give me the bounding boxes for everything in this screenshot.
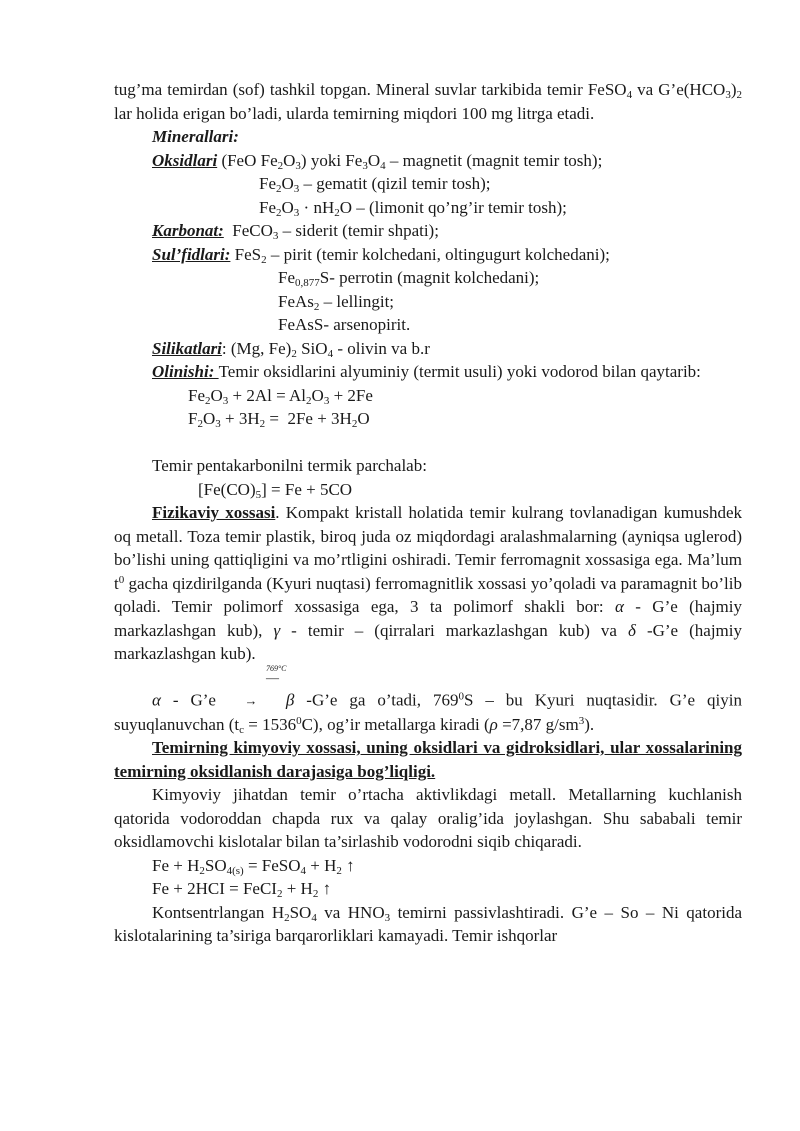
physical-properties-label: Fizikaviy xossasi bbox=[152, 503, 276, 522]
production-paragraph: Olinishi: Temir oksidlarini alyuminiy (termit usuli) yoki vodorod bilan qaytarib: bbox=[152, 362, 701, 381]
alpha-symbol: α bbox=[152, 690, 161, 709]
beta-symbol: β bbox=[285, 690, 295, 709]
chemical-equation-2: Fe + 2HCI = FeCI$_2$ + $H_2$ ↑ bbox=[152, 879, 332, 900]
physical-properties-paragraph: Fizikaviy xossasi. Kompakt kristall holatida temir kulrang tovlanadigan kumushdek oq metall. Toza temir plastik, biroq juda oz miqdordagi aralashmalarning (ayniqsa uglerod) bo’lishi uning qattiqligini va mo’rtligini oshiradi. Temir ferromagnit xossasiga ega. Ma’lum $t^0$ gacha qizdirilganda (Kyuri nuqtasi) ferromagnitlik xossasi yo’qoladi va paramagnit bo’lib qoladi. Temir polimorf xossasiga ega, 3 ta polimorf shakli bor: α - G’e (hajmiy markazlashgan kub), γ - temir – (qirralari markazlashgan kub) va δ -G’e (hajmiy markazlashgan kub). bbox=[114, 503, 742, 663]
chemical-properties-heading: Temirning kimyoviy xossasi, uning oksidlari va gidroksidlari, ular xossalarining temirning oksidlanish darajasiga bog’liqligi. bbox=[114, 738, 742, 781]
oxides-label: Oksidlari bbox=[152, 150, 218, 170]
sulfides-label: Sul’fidlari: bbox=[152, 244, 231, 264]
transition-condition: 769°C bbox=[265, 663, 287, 673]
oxides-line-2: $Fe_2O_3$ – gematit (qizil temir tosh); bbox=[259, 174, 491, 195]
production-equation-1: $Fe_2O_3 + 2Al = Al_2O_3 + 2Fe$ bbox=[188, 385, 373, 407]
sulfides-line-2: $Fe_{0,877}S-$ perrotin (magnit kolchedani); bbox=[278, 268, 540, 289]
rho-symbol: ρ bbox=[489, 714, 498, 734]
oxides-line-3: $Fe_2O_3 \cdot nH_2O$ – (limonit qo’ng’ir temir tosh); bbox=[259, 197, 567, 219]
pentacarbonyl-text: Temir pentakarbonilni termik parchalab: bbox=[152, 456, 427, 475]
passivation-paragraph: Kontsentrlangan $H_2SO_4$ va $HNO_3$ temirni passivlashtiradi. G’e – So – Ni qatorida kislotalarining ta’siriga barqarorliklari kamayadi. Temir ishqorlar bbox=[114, 902, 742, 945]
sulfides-line-3: FeAs$_2$ – lellingit; bbox=[278, 291, 395, 313]
gamma-symbol: γ bbox=[273, 620, 281, 640]
sulfides-line-1: Sul’fidlari: FeS$_2$ – pirit (temir kolchedani, oltingugurt kolchedani); bbox=[152, 244, 610, 266]
sulfides-line-4: FeAsS- arsenopirit. bbox=[278, 315, 411, 334]
production-equation-2: $F_2O_3 + 3H_2 = 2Fe + 3H_2O$ bbox=[188, 409, 370, 430]
document-page bbox=[114, 78, 742, 948]
transition-arrow: 769°C —→ bbox=[228, 666, 274, 713]
curie-point-paragraph: α - G’e 769°C —→ β -G’e ga o’tadi, $769^0S$ – bu Kyuri nuqtasidir. G’e qiyin suyuqlanuvchan $(t_c = 1536^0C)$, og’ir metallarga kiradi (ρ =7,87 $g/sm^3$). bbox=[114, 666, 742, 737]
chemical-equation-1: $Fe + H_2SO_{4(s)}$ = FeSO$_4$ + $H_2$ ↑ bbox=[152, 855, 355, 877]
silicates-line: Silikatlari: (Mg, $Fe)_2$ SiO$_4$ - olivin va b.r bbox=[152, 338, 430, 360]
delta-symbol: δ bbox=[628, 620, 636, 640]
alpha-symbol: α bbox=[615, 597, 624, 616]
silicates-label: Silikatlari bbox=[152, 338, 222, 358]
chemical-properties-paragraph: Kimyoviy jihatdan temir o’rtacha aktivlikdagi metall. Metallarning kuchlanish qatorida vodoroddan chapda rux va qalay oralig’ida joylashgan. Shu sababali temir oksidlamovchi kislotalar bilan ta’sirlashib vodorodni siqib chiqaradi. bbox=[114, 785, 742, 851]
intro-paragraph: tug’ma temirdan (sof) tashkil topgan. Mineral suvlar tarkibida temir FeSO$_4$ va $G’e(HCO_3)_2$ lar holida erigan bo’ladi, ularda temirning miqdori 100 mg litrga etadi. bbox=[114, 80, 742, 123]
blank-line bbox=[114, 431, 742, 455]
carbonate-line: Karbonat: FeCO$_3$ – siderit (temir shpati); bbox=[152, 221, 439, 242]
minerals-heading: Minerallari: bbox=[152, 127, 239, 146]
pentacarbonyl-equation: $[Fe(CO)_5] = Fe + 5CO$ bbox=[198, 479, 353, 501]
production-label: Olinishi: bbox=[152, 362, 219, 381]
carbonate-label: Karbonat: bbox=[152, 221, 224, 240]
oxides-line-1: Oksidlari (FeO $Fe_2O_3$) yoki $Fe_3O_4$ – magnetit (magnit temir tosh); bbox=[152, 150, 603, 172]
